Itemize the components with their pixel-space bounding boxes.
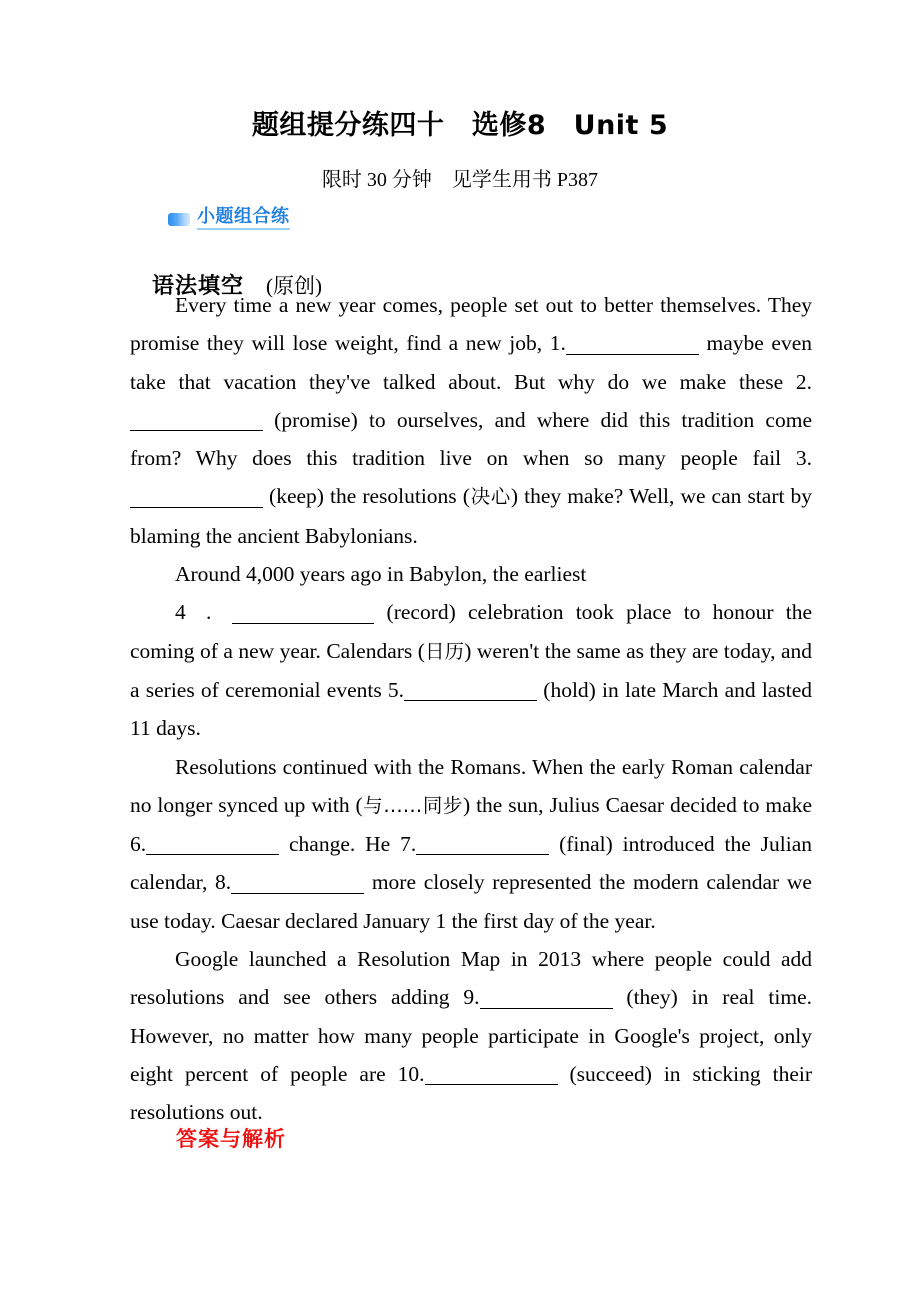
answer-blank-7[interactable] [416, 832, 549, 856]
item-number-4: 4 . [175, 600, 216, 625]
answer-blank-4[interactable] [232, 600, 374, 624]
passage-paragraph: Every time a new year comes, people set out to better themselves. They promise they will lose weight, find a new job, 1. maybe even take that vacation they've talked about. But why do we make these 2. (promise) to ourselves, and where did this tradition come from? Why does this tradition live on when so many people fail 3. (keep) the resolutions (决心) they make? Well, we can start by blaming the ancient Babylonians. [130, 293, 813, 548]
chinese-gloss: 日历 [424, 639, 465, 663]
exercise-origin-note: (原创) [266, 274, 323, 298]
exercise-type-label: 语法填空 [152, 274, 245, 299]
page-subtitle: 限时 30 分钟 见学生用书 P387 [321, 169, 599, 191]
chinese-gloss: 决心 [469, 485, 511, 509]
passage-paragraph: Google launched a Resolution Map in 2013 where people could add resolutions and see others adding 9. (they) in real time. However, no matter how many people participate in Google's project, only eight percent of people are 10. (succeed) in sticking their resolutions out. [130, 947, 813, 1125]
blue-rounded-rect-icon [168, 213, 190, 226]
section-header [168, 206, 290, 232]
passage-body [130, 286, 812, 1132]
answer-blank-1[interactable] [566, 331, 699, 355]
answer-blank-3[interactable] [130, 484, 263, 508]
answer-blank-6[interactable] [146, 832, 279, 856]
answer-key-link[interactable]: 答案与解析 [176, 1127, 286, 1151]
passage-paragraph: 4 . (record) celebration took place to honour the coming of a new year. Calendars (日历) weren't the same as they are today, and a series of ceremonial events 5. (hold) in late March and lasted 11 days. [130, 600, 813, 741]
answer-blank-9[interactable] [480, 985, 613, 1009]
section-header-label: 小题组合练 [197, 208, 290, 230]
answer-blank-10[interactable] [425, 1062, 558, 1086]
passage-paragraph: Around 4,000 years ago in Babylon, the earliest [175, 562, 587, 587]
chinese-gloss: 与……同步 [362, 793, 463, 817]
answer-blank-2[interactable] [130, 408, 263, 432]
answer-blank-8[interactable] [231, 870, 364, 894]
passage-paragraph: Resolutions continued with the Romans. When the early Roman calendar no longer synced up with (与……同步) the sun, Julius Caesar decided to make 6. change. He 7. (final) introduced the Julian calendar, 8. more closely represented the modern calendar we use today. Caesar declared January 1 the first day of the year. [130, 754, 812, 933]
answer-blank-5[interactable] [404, 678, 537, 702]
page-title: 题组提分练四十 选修8 Unit 5 [251, 110, 669, 141]
